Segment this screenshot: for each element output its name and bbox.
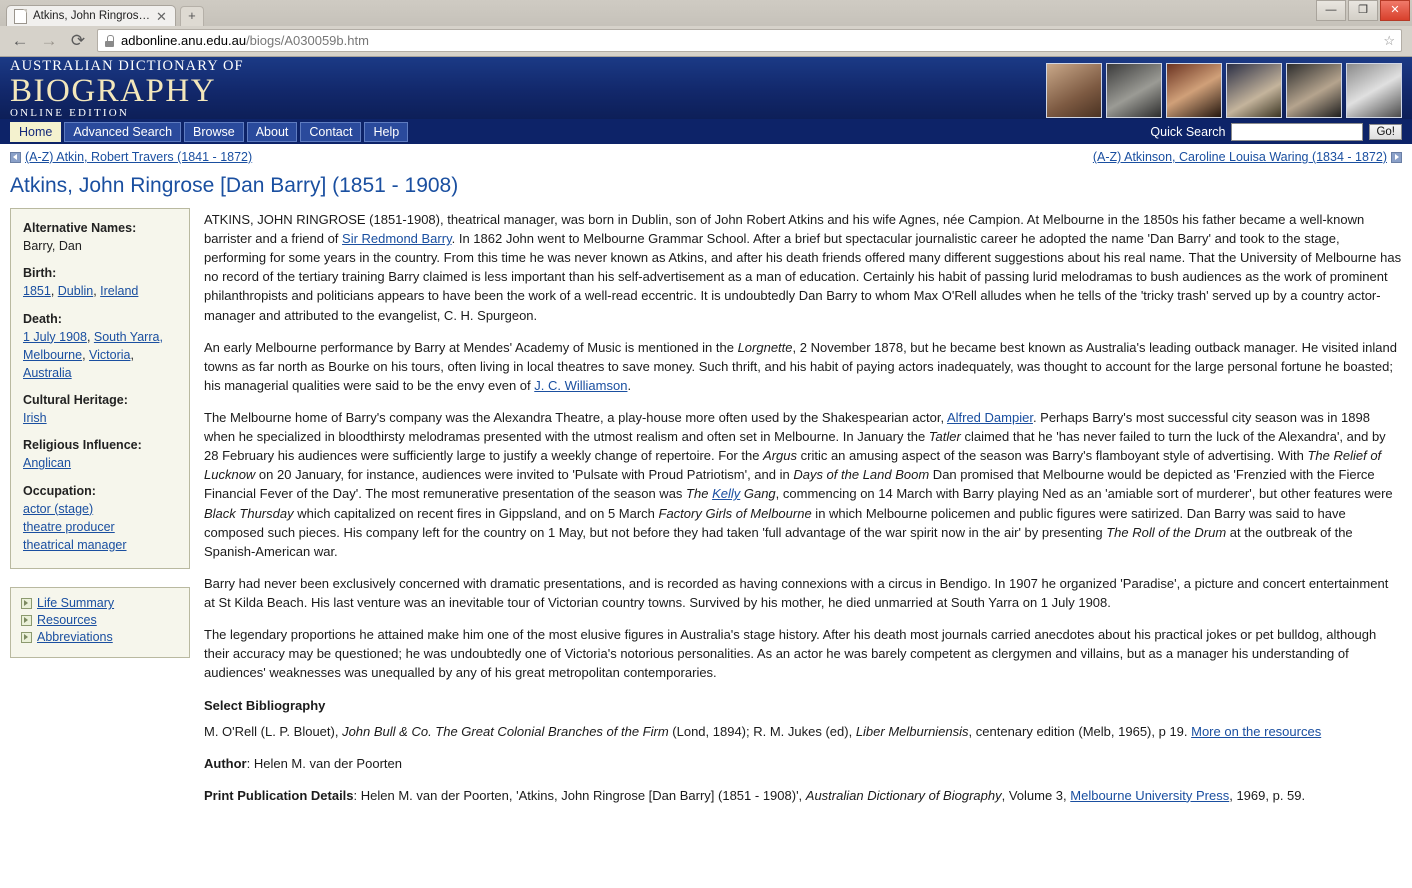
quick-search [1150, 123, 1402, 141]
bibliography-text-c: , centenary edition (Melb, 1965), p 19. [968, 723, 1192, 739]
bibliography-heading: Select Bibliography [204, 698, 326, 714]
paragraph-3-text-j: at the outbreak of the Spanish-American war. [204, 524, 1353, 559]
tab-strip [0, 0, 1412, 26]
death-state-link[interactable]: Victoria [89, 347, 131, 362]
lock-icon [104, 35, 115, 47]
tab-title: Atkins, John Ringros… [33, 10, 150, 22]
title-roll-of-the-drum: The Roll of the Drum [1106, 524, 1227, 540]
paragraph-3-text-c: claimed that he 'has never failed to turn the luck of the Alexandra', and by 28 February his audiences were sufficiently large to justify a weekly change of repertoire. For the [204, 429, 1386, 464]
link-melbourne-university-press[interactable]: Melbourne University Press [1070, 787, 1230, 803]
birth-value: 1851, Dublin, Ireland [23, 284, 139, 299]
tool-item-resources[interactable] [21, 613, 179, 627]
title-the-kelly-gang-a: The [686, 486, 713, 502]
print-publication-text-b: , Volume 3, [1001, 787, 1071, 803]
religious-influence-value [23, 454, 177, 472]
browser-toolbar [0, 26, 1412, 55]
close-icon[interactable]: ✕ [155, 8, 167, 24]
cultural-heritage-label: Cultural Heritage: [23, 393, 128, 407]
arrow-right-icon [1391, 152, 1402, 163]
birth-year-link[interactable]: 1851 [23, 284, 51, 299]
page-title: Atkins, John Ringrose [Dan Barry] (1851 - 1908) [10, 174, 459, 197]
address-bar[interactable] [97, 29, 1402, 52]
previous-entry-label: (A-Z) Atkin, Robert Travers (1841 - 1872) [25, 150, 253, 164]
religious-influence-label: Religious Influence: [23, 438, 142, 453]
content-area [0, 208, 1412, 818]
print-publication-text-a: : Helen M. van der Poorten, 'Atkins, John Ringrose [Dan Barry] (1851 - 1908)', [353, 787, 806, 803]
title-john-bull-and-co: John Bull & Co. The Great Colonial Branches of the Firm [342, 723, 669, 739]
tool-item-abbreviations[interactable] [21, 630, 179, 644]
tool-link-life-summary[interactable]: Life Summary [37, 596, 115, 610]
arrow-left-icon [10, 152, 21, 163]
url-host: adbonline.anu.edu.au [121, 33, 247, 48]
article-body [204, 208, 1402, 818]
paragraph-3-text-i: in which Melbourne policemen and public figures were satirized. Dan Barry was said to have composed such pieces. His company left for the country on 1 May, but not before they had taken 'full advantage of the war spirit now in the air' by presenting [204, 505, 1346, 540]
alt-names-value: Barry, Dan [23, 239, 82, 254]
article-paragraph-2 [204, 338, 1402, 395]
site-banner [0, 57, 1412, 119]
logo-line-3: ONLINE EDITION [10, 106, 130, 119]
logo-line-1: AUSTRALIAN DICTIONARY OF [10, 57, 244, 74]
link-kelly[interactable]: Kelly [712, 486, 741, 502]
tool-item-life-summary[interactable] [21, 596, 179, 610]
arrow-right-icon [21, 632, 32, 643]
birth-label: Birth: [23, 266, 57, 281]
title-lorgnette: Lorgnette [737, 339, 793, 355]
portrait-image-2 [1106, 63, 1162, 118]
title-tatler: Tatler [928, 429, 961, 445]
page-icon [14, 9, 27, 24]
link-sir-redmond-barry[interactable]: Sir Redmond Barry [342, 231, 452, 247]
paragraph-1-text-a: ATKINS, JOHN RINGROSE (1851-1908), theatrical manager, was born in Dublin, son of John Robert Atkins and his wife Agnes, née Campion. At Melbourne in the 1850s his father became a well-known barrister and a friend of [204, 212, 1365, 247]
site-logo[interactable] [0, 58, 244, 119]
print-publication-label: Print Publication Details [204, 787, 354, 803]
next-entry-link[interactable] [1093, 150, 1402, 164]
nav-item-help[interactable]: Help [364, 122, 408, 142]
paragraph-3-text-e: on 20 January, for instance, audiences were invited to 'Pulsate with Proud Patriotism', and in [255, 467, 794, 483]
occupation-link-theatre-producer[interactable]: theatre producer [23, 519, 115, 534]
arrow-right-icon [21, 615, 32, 626]
death-place-link[interactable]: South Yarra, Melbourne [23, 329, 163, 362]
portrait-image-4 [1226, 63, 1282, 118]
next-entry-label: (A-Z) Atkinson, Caroline Louisa Waring (1834 - 1872) [1092, 150, 1387, 164]
religious-influence-link[interactable]: Anglican [23, 456, 71, 471]
author-label: Author [204, 755, 247, 771]
portrait-strip [1046, 63, 1402, 118]
link-alfred-dampier[interactable]: Alfred Dampier [946, 409, 1033, 425]
paragraph-3-text-g: , commencing on 14 March with Barry playing Ned as an 'amiable sort of murderer', but other features were [775, 486, 1393, 502]
minimize-icon[interactable]: — [1316, 0, 1346, 21]
occupation-link-actor[interactable]: actor (stage) [23, 501, 94, 516]
tool-link-abbreviations[interactable]: Abbreviations [37, 630, 113, 644]
alt-names-label: Alternative Names: [23, 221, 137, 235]
cultural-heritage-value [23, 409, 177, 427]
birth-country-link[interactable]: Ireland [100, 284, 139, 299]
previous-entry-link[interactable] [10, 150, 252, 164]
paragraph-2-text-c: . [627, 377, 632, 393]
logo-line-2: BIOGRAPHY [10, 72, 217, 109]
bibliography-text-a: M. O'Rell (L. P. Blouet), [204, 723, 343, 739]
title-relief-of-lucknow: The Relief of Lucknow [204, 448, 1382, 483]
article-paragraph-1 [204, 210, 1402, 325]
paragraph-3-text-b: . Perhaps Barry's most successful city season was in 1898 when he specialized in bloodthirsty melodramas presented with the utmost realism and often set in Melbourne. In January the [204, 409, 1370, 445]
author-line [204, 754, 1402, 773]
tool-box [10, 587, 190, 658]
arrow-right-icon [21, 598, 32, 609]
title-black-thursday: Black Thursday [204, 505, 294, 521]
bookmark-star-icon[interactable]: ☆ [1383, 33, 1395, 48]
portrait-image-5 [1286, 63, 1342, 118]
nav-item-contact[interactable]: Contact [300, 122, 361, 142]
fact-box [10, 208, 190, 569]
death-value: 1 July 1908, South Yarra, Melbourne, Victoria, Australia [23, 329, 163, 380]
reload-icon[interactable]: ⟳ [70, 30, 86, 50]
cultural-heritage-link[interactable]: Irish [23, 411, 47, 426]
browser-chrome [0, 0, 1412, 57]
paragraph-3-text-h: which capitalized on recent fires in Gippsland, and on 5 March [293, 505, 659, 521]
title-liber-melburniensis: Liber Melburniensis [855, 723, 969, 739]
title-the-kelly-gang-b: Gang [740, 486, 776, 502]
author-value: : Helen M. van der Poorten [246, 755, 402, 771]
browser-tab[interactable] [6, 5, 176, 26]
forward-icon[interactable]: → [40, 30, 58, 50]
article-paragraph-4: Barry had never been exclusively concerned with dramatic presentations, and is recorded as having connexions with a circus in Bendigo. In 1907 he organized 'Paradise', a picture and concert entertainment at St Kilda Beach. His last venture was an inevitable tour of Victorian country towns. Survived by his mother, he died unmarried at South Yarra on 1 July 1908. [204, 575, 1389, 610]
death-label: Death: [23, 311, 62, 326]
nav-item-browse[interactable]: Browse [184, 122, 244, 142]
print-publication-line [204, 786, 1402, 805]
quick-search-go-button[interactable]: Go! [1369, 124, 1402, 140]
bibliography-text-b: (Lond, 1894); R. M. Jukes (ed), [668, 723, 856, 739]
site-navigation [0, 119, 1412, 144]
entry-pager [0, 144, 1412, 168]
link-more-on-the-resources[interactable]: More on the resources [1191, 723, 1322, 739]
bibliography-text [204, 722, 1402, 741]
url-path: /biogs/A030059b.htm [246, 33, 369, 48]
portrait-image-3 [1166, 63, 1222, 118]
portrait-image-6 [1346, 63, 1402, 118]
print-publication-text-c: , 1969, p. 59. [1229, 787, 1306, 803]
paragraph-1-text-b: . In 1862 John went to Melbourne Grammar School. After a brief but spectacular journalistic career he adopted the name 'Dan Barry' and took to the stage, performing for some years in the country. From this time he was never known as Atkins, and after his death friends offered many different suggestions about his real name. That the University of Melbourne has no record of the tertiary training Barry claimed is less important than his self-advertisement as a man of education. Certainly his habit of passing lurid melodramas to bush audiences as the work of prominent philanthropists and politicians appears to have been the work of a well-read eccentric. It is undoubtedly Dan Barry to whom Max O'Rell alludes when he tells of the 'tricky trash' served up by a country actor-manager and attributed to the evangelist, C. H. Spurgeon. [204, 231, 1402, 323]
window-controls [1316, 0, 1410, 21]
paragraph-2-text-a: An early Melbourne performance by Barry at Mendes' Academy of Music is mentioned in the [204, 339, 738, 355]
article-paragraph-5: The legendary proportions he attained make him one of the most elusive figures in Australia's stage history. After his death most journals carried anecdotes about his practical jokes or pet bulldog, although their accuracy may be questioned; he was undoubtedly one of Victoria's notorious personalities. As an actor he was barely competent as clergymen and villains, but as a manager his understanding of audiences' weaknesses was unequalled by any of his great metropolitan contemporaries. [204, 627, 1377, 681]
title-australian-dictionary-of-biography: Australian Dictionary of Biography [805, 787, 1002, 803]
title-days-of-the-land-boom: Days of the Land Boom [793, 467, 930, 483]
paragraph-3-text-f: Dan promised that Melbourne would be depicted as 'Frenzied with the Fierce Financial Fever of the Day'. The most remunerative presentation of the season was [204, 467, 1375, 502]
occupation-link-theatrical-manager[interactable]: theatrical manager [23, 537, 127, 552]
title-argus: Argus [763, 448, 798, 464]
paragraph-3-text-a: The Melbourne home of Barry's company was the Alexandra Theatre, a play-house more often used by the Shakespearian actor, [204, 409, 947, 425]
title-factory-girls-of-melbourne: Factory Girls of Melbourne [658, 505, 812, 521]
nav-item-about[interactable]: About [247, 122, 298, 142]
nav-item-home[interactable]: Home [10, 122, 61, 142]
link-jc-williamson[interactable]: J. C. Williamson [534, 377, 628, 393]
quick-search-input[interactable] [1231, 123, 1363, 141]
window-close-icon[interactable]: ✕ [1380, 0, 1410, 21]
death-date-link[interactable]: 1 July 1908 [23, 329, 87, 344]
occupation-label: Occupation: [23, 483, 96, 498]
article-paragraph-3 [204, 408, 1402, 561]
paragraph-2-text-b: , 2 November 1878, but he became best known as Australia's leading outback manager. He visited inland towns as far north as Bourke on his tours, often living in local theatres to save money. Such thrift, and his habit of paying actors inadequately, was thought to account for the large personal fortune he boasted; his managerial qualities were said to be the envy even of [204, 339, 1397, 393]
occupation-value [23, 500, 177, 554]
sidebar [10, 208, 190, 818]
nav-item-advanced-search[interactable]: Advanced Search [64, 122, 181, 142]
portrait-image-1 [1046, 63, 1102, 118]
back-icon[interactable]: ← [11, 30, 29, 50]
tool-link-resources[interactable]: Resources [37, 613, 97, 627]
paragraph-3-text-d: critic an amusing aspect of the season was Barry's flamboyant style of advertising. With [797, 448, 1308, 464]
birth-city-link[interactable]: Dublin [57, 284, 94, 299]
new-tab-button[interactable]: + [180, 6, 204, 26]
maximize-icon[interactable]: ❐ [1348, 0, 1378, 21]
quick-search-label: Quick Search [1150, 124, 1226, 139]
death-country-link[interactable]: Australia [23, 365, 72, 380]
